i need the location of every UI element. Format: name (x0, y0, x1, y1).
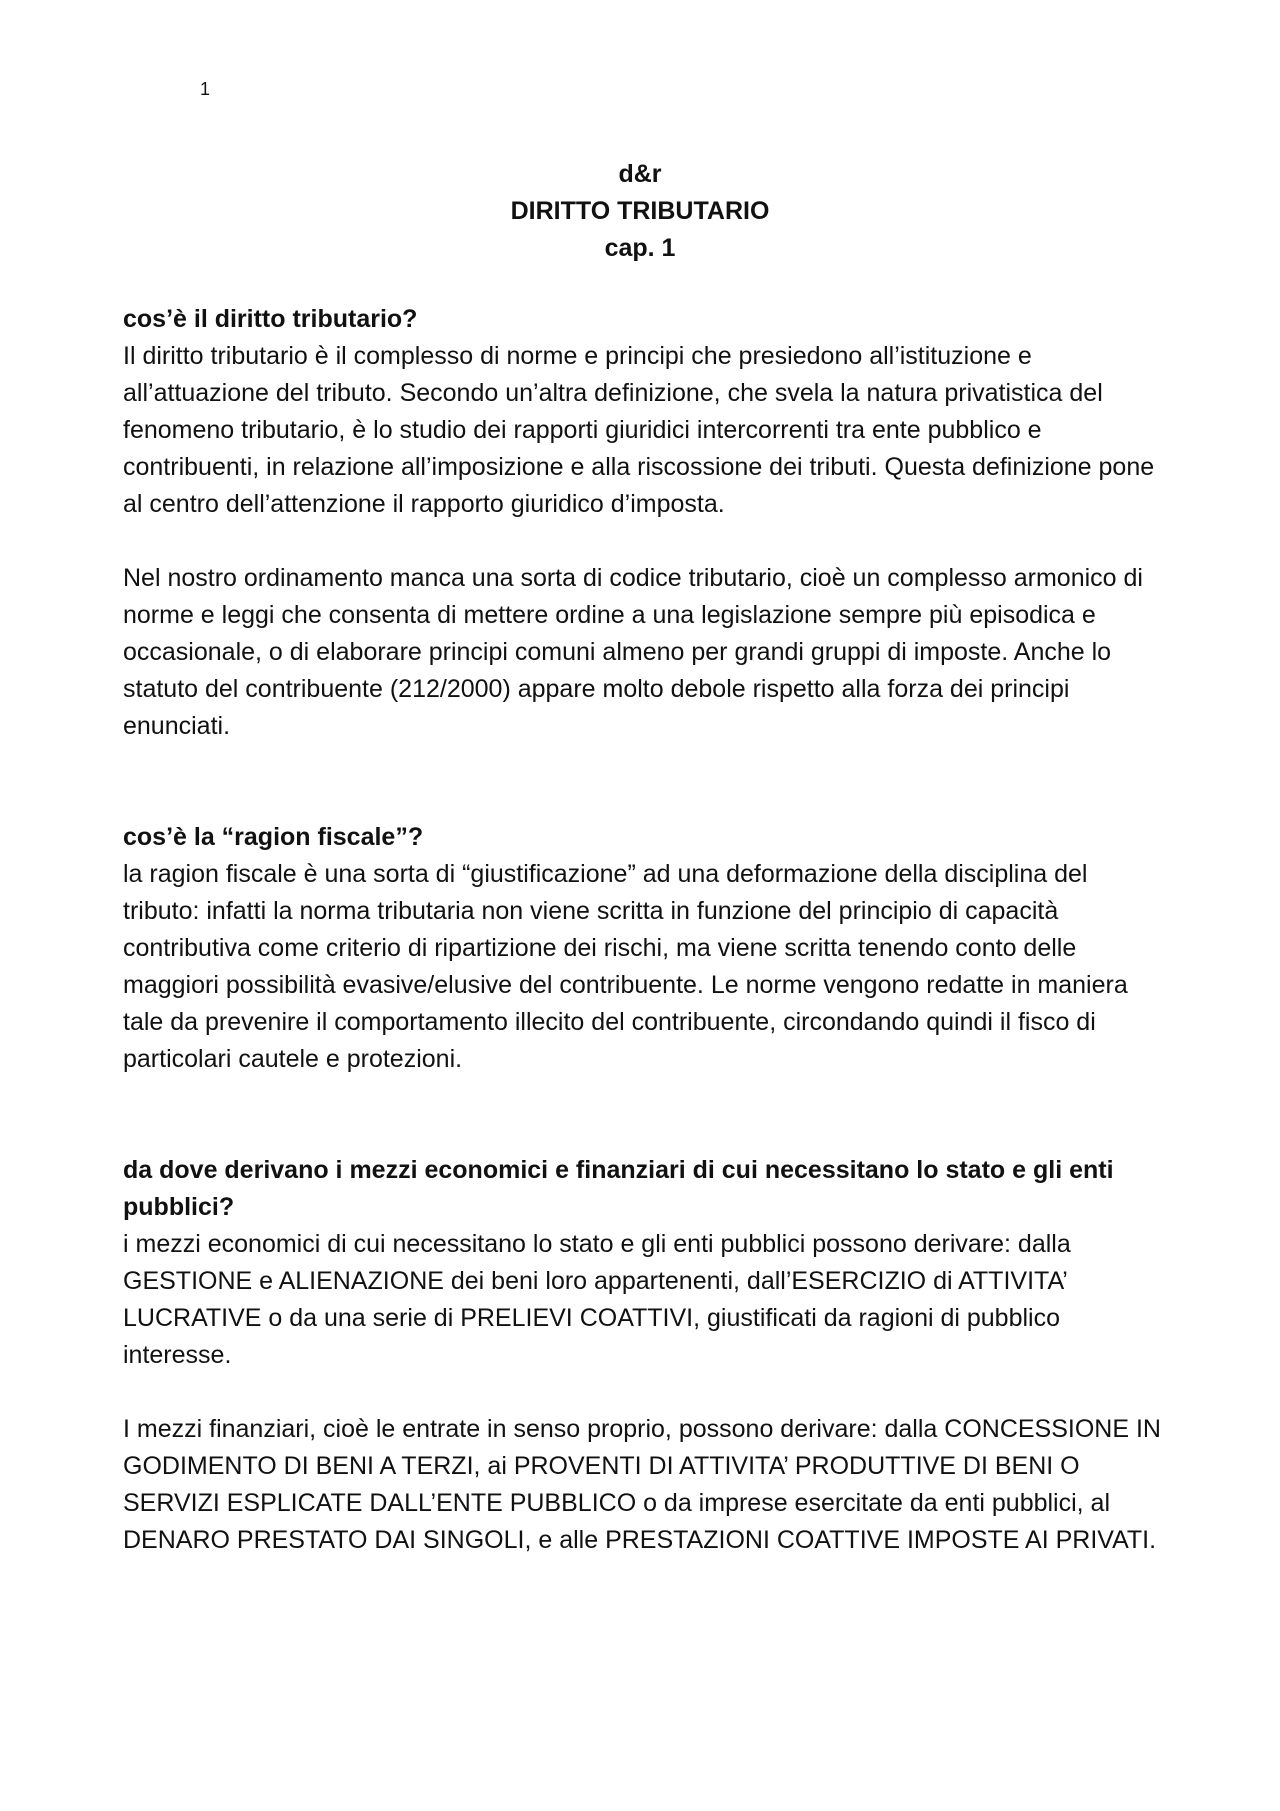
section-3-paragraph-1: i mezzi economici di cui necessitano lo stato e gli enti pubblici possono derivare: dalla GESTIONE e ALIENAZIONE dei beni loro appartenenti, dall’ESERCIZIO di ATTIVITA’ LUCRATIVE o da una serie di PRELIEVI COATTIVI, giustificati da ragioni di pubblico interesse. (123, 1230, 1071, 1369)
page-number: 1 (200, 79, 211, 99)
section-2-question: cos’è la “ragion fiscale”? (123, 823, 424, 851)
section-spacer (123, 745, 1163, 819)
document-body (123, 301, 1163, 1559)
document-title-line-1: d&r (618, 160, 662, 188)
document-title-line-2: DIRITTO TRIBUTARIO (510, 197, 770, 225)
document-title-line-3: cap. 1 (604, 234, 676, 262)
section-3-question: da dove derivano i mezzi economici e finanziari di cui necessitano lo stato e gli enti pubblici? (123, 1156, 1114, 1221)
section-1-paragraph-1: Il diritto tributario è il complesso di norme e principi che presiedono all’istituzione e all’attuazione del tributo. Secondo un’altra definizione, che svela la natura privatistica del fenomeno tributario, è lo studio dei rapporti giuridici intercorrenti tra ente pubblico e contribuenti, in relazione all’imposizione e alla riscossione dei tributi. Questa definizione pone al centro dell’attenzione il rapporto giuridico d’imposta. (123, 342, 1155, 518)
document-title-block (0, 156, 1280, 267)
paragraph-spacer (123, 1374, 1163, 1411)
section-1-question: cos’è il diritto tributario? (123, 305, 418, 333)
section-2-paragraph-1: la ragion fiscale è una sorta di “giustificazione” ad una deformazione della disciplina del tributo: infatti la norma tributaria non viene scritta in funzione del principio di capacità contributiva come criterio di ripartizione dei rischi, ma viene scritta tenendo conto delle maggiori possibilità evasive/elusive del contribuente. Le norme vengono redatte in maniera tale da prevenire il comportamento illecito del contribuente, circondando quindi il fisco di particolari cautele e protezioni. (123, 860, 1128, 1073)
section-1-paragraph-2: Nel nostro ordinamento manca una sorta di codice tributario, cioè un complesso armonico di norme e leggi che consenta di mettere ordine a una legislazione sempre più episodica e occasionale, o di elaborare principi comuni almeno per grandi gruppi di imposte. Anche lo statuto del contribuente (212/2000) appare molto debole rispetto alla forza dei principi enunciati. (123, 564, 1143, 740)
section-3-paragraph-2: I mezzi finanziari, cioè le entrate in senso proprio, possono derivare: dalla CONCESSIONE IN GODIMENTO DI BENI A TERZI, ai PROVENTI DI ATTIVITA’ PRODUTTIVE DI BENI O SERVIZI ESPLICATE DALL’ENTE PUBBLICO o da imprese esercitate da enti pubblici, al DENARO PRESTATO DAI SINGOLI, e alle PRESTAZIONI COATTIVE IMPOSTE AI PRIVATI. (123, 1415, 1161, 1554)
paragraph-spacer (123, 523, 1163, 560)
section-spacer (123, 1078, 1163, 1152)
